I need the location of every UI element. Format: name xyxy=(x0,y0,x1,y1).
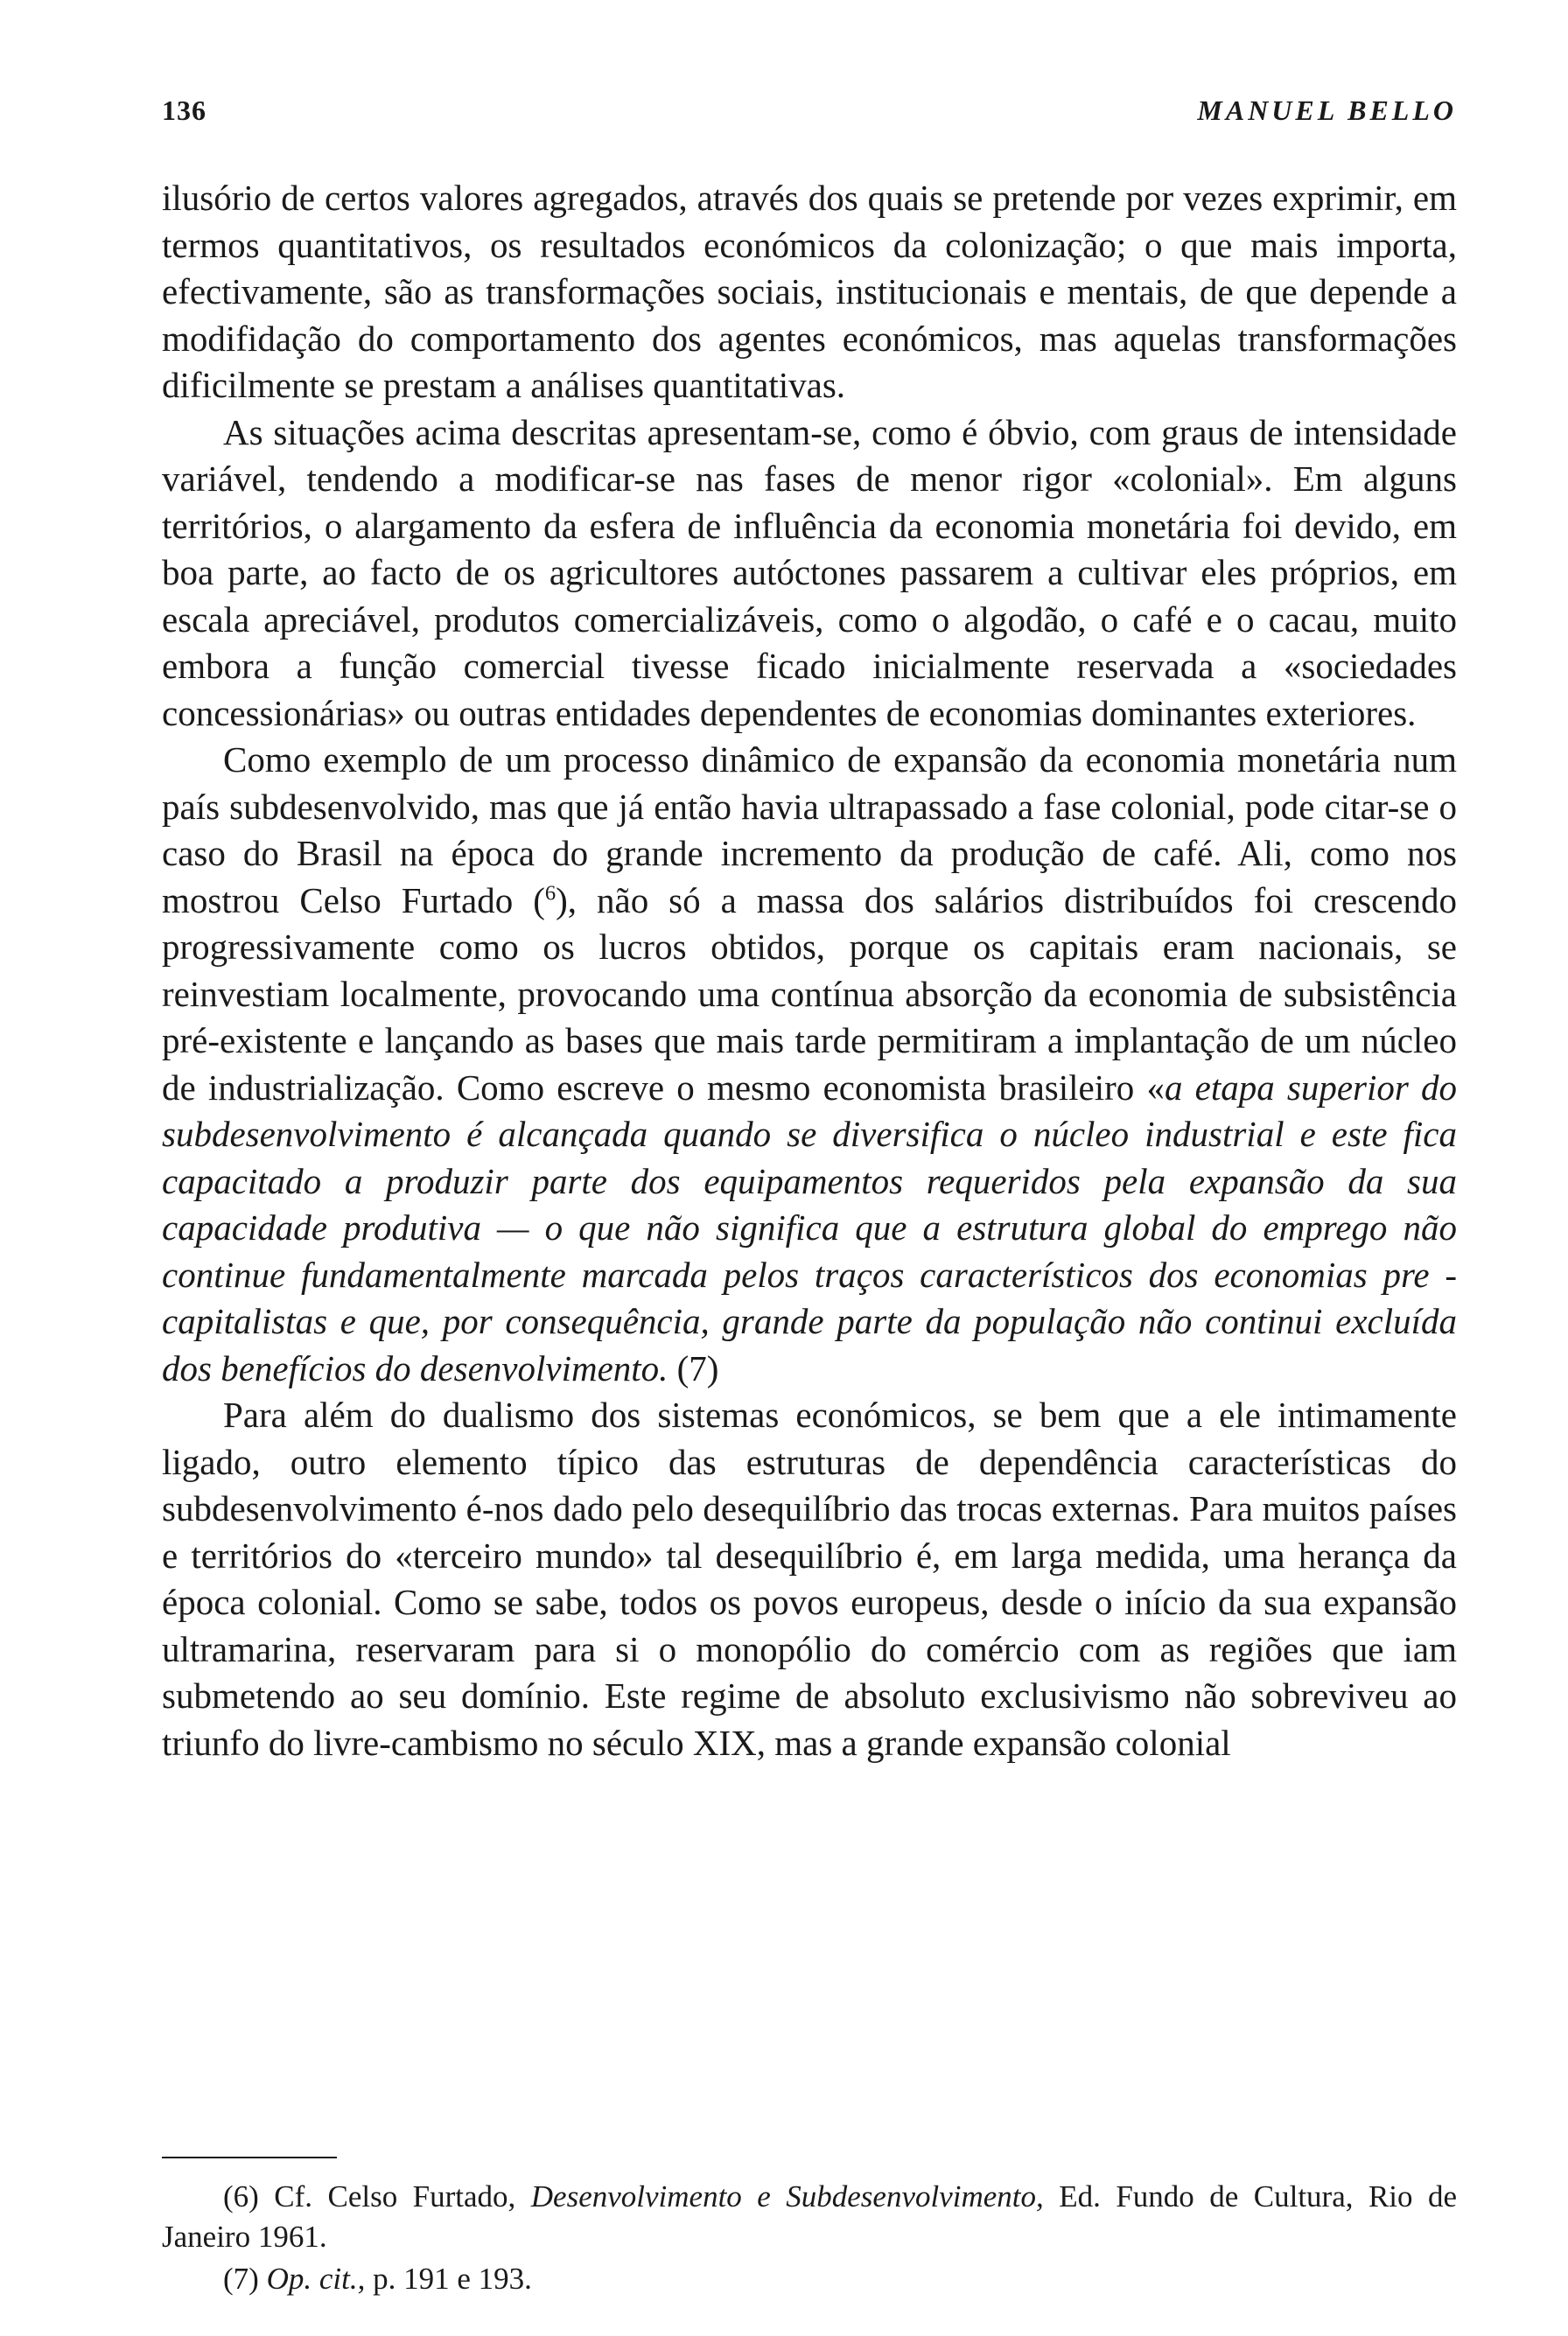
paragraph-1: ilusório de certos valores agregados, através dos quais se pretende por vezes exprimir, em termos quantitativos, os resultados económicos da colonização; o que mais importa, efectivamente, são as transformações sociais, institucionais e mentais, de que depende a modifidação do comportamento dos agentes económicos, mas aquelas transformações dificilmente se prestam a análises quantitativas. xyxy=(162,178,1457,405)
page xyxy=(162,0,1457,2336)
page-header xyxy=(162,94,1457,129)
page-number: 136 xyxy=(162,94,206,126)
running-head: MANUEL BELLO xyxy=(1197,94,1457,126)
paragraph-2: As situações acima descritas apresentam-se, como é óbvio, com graus de intensidade variável, tendendo a modificar-se nas fases de menor rigor «colonial». Em alguns territórios, o alargamento da esfera de influência da economia monetária foi devido, em boa parte, ao facto de os agricultores autóctones passarem a cultivar eles próprios, em escala apreciável, produtos comercializáveis, como o algodão, o café e o cacau, muito embora a função comercial tivesse ficado inicialmente reservada a «sociedades concessionárias» ou outras entidades dependentes de economias dominantes exteriores. xyxy=(162,411,1457,733)
paragraph-3-text-start: Como exemplo de um processo dinâmico de expansão da economia monetária num país subdesenvolvido, mas que já então havia ultrapassado a fase colonial, pode citar-se o caso do Brasil na época do grande incremento da produção de café. Ali, como nos mostrou Celso Furtado ( xyxy=(162,739,1457,920)
footnote-6-title: Desenvolvimento e Subdesenvolvimento, xyxy=(530,2179,1044,2214)
footnote-7-title: Op. cit., xyxy=(266,2262,366,2296)
footnote-6-post: Ed. Fundo de Cultura, Rio de Janeiro 1961. xyxy=(162,2179,1458,2254)
footnote-ref-6: 6 xyxy=(544,880,556,905)
footnote-7 xyxy=(162,2259,1457,2299)
footnote-7-post: p. 191 e 193. xyxy=(373,2262,532,2296)
body-text xyxy=(162,175,1457,1766)
paragraph-3-text-mid: ), não só a massa dos salários distribuídos foi crescendo progressivamente como os lucros obtidos, porque os capitais eram nacionais, se reinvestiam localmente, provocando uma contínua absorção da economia de subsistência pré-existente e lançando as bases que mais tarde permitiram a implantação de um núcleo de industrialização. Como escreve o mesmo economista brasileiro « xyxy=(162,879,1457,1108)
paragraph-4: Para além do dualismo dos sistemas económicos, se bem que a ele intimamente ligado, outro elemento típico das estruturas de dependência características do subdesenvolvimento é-nos dado pelo desequilíbrio das trocas externas. Para muitos países e territórios do «terceiro mundo» tal desequilíbrio é, em larga medida, uma herança da época colonial. Como se sabe, todos os povos europeus, desde o início da sua expansão ultramarina, reservaram para si o monopólio do comércio com as regiões que iam submetendo ao seu domínio. Este regime de absoluto exclusivismo não sobreviveu ao triunfo do livre-cambismo no século XIX, mas a grande expansão colonial xyxy=(162,1395,1457,1763)
footnote-6-pre: Cf. Celso Furtado, xyxy=(274,2179,516,2214)
footnotes xyxy=(162,2177,1457,2301)
footnote-6-mark: (6) xyxy=(223,2179,259,2214)
paragraph-3 xyxy=(162,737,1457,1392)
footnote-6 xyxy=(162,2177,1457,2257)
furtado-quote: a etapa superior do subdesenvolvimento é alcançada quando se diversifica o núcleo industrial e este fica capacitado a produzir parte dos equipamentos requeridos pela expansão da sua capacidade produtiva — o que não significa que a estrutura global do emprego não continue fundamentalmente marcada pelos traços característicos dos economias pre -capitalistas e que, por consequência, grande parte da população não continui excluída dos benefícios do desenvolvimento. xyxy=(162,1067,1457,1388)
footnote-ref-7: (7) xyxy=(676,1347,719,1388)
footnote-7-mark: (7) xyxy=(223,2262,259,2296)
footnote-divider xyxy=(162,2157,337,2158)
